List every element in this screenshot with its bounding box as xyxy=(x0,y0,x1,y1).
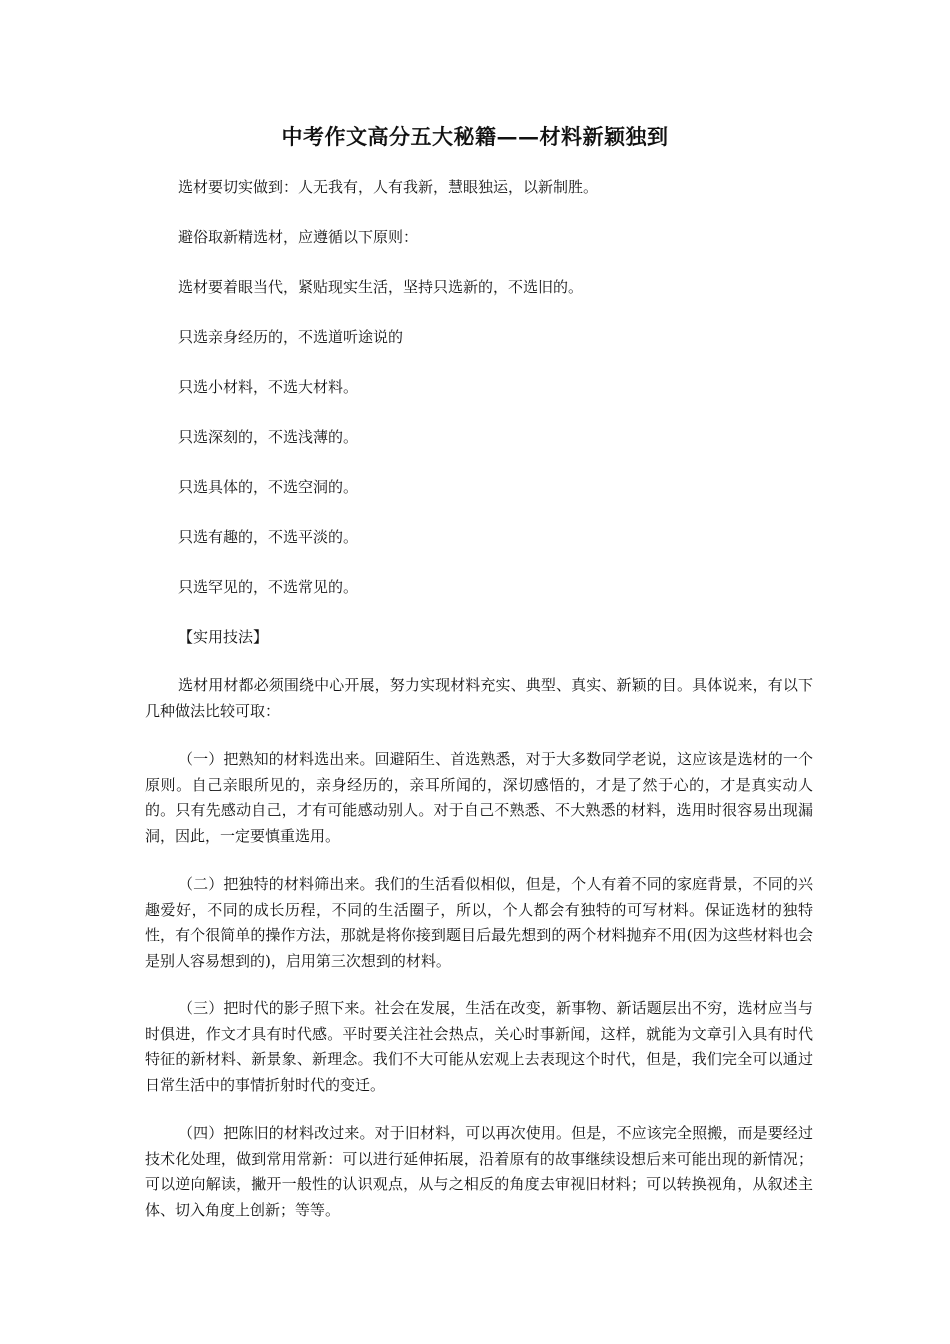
principle-line: 选材要着眼当代，紧贴现实生活，坚持只选新的，不选旧的。 xyxy=(178,278,584,296)
body-paragraph: （一）把熟知的材料选出来。回避陌生、首选熟悉，对于大多数同学老说，这应该是选材的一个原则。自己亲眼所见的，亲身经历的，亲耳所闻的，深切感悟的，才是了然于心的，才是真实动人的。只有先感动自己，才有可能感动别人。对于自己不熟悉、不大熟悉的材料，选用时很容易出现漏洞，因此，一定要慎重选用。 xyxy=(145,750,813,845)
principle-line: 只选亲身经历的，不选道听途说的 xyxy=(178,328,404,346)
principle-line: 只选小材料，不选大材料。 xyxy=(178,378,359,396)
body-paragraph: 选材用材都必须围绕中心开展，努力实现材料充实、典型、真实、新颖的目。具体说来，有以下几种做法比较可取： xyxy=(145,676,813,720)
principle-line: 只选具体的，不选空洞的。 xyxy=(178,478,359,496)
body-paragraph: （三）把时代的影子照下来。社会在发展，生活在改变，新事物、新话题层出不穷，选材应当与时俱进，作文才具有时代感。平时要关注社会热点，关心时事新闻，这样，就能为文章引入具有时代特征的新材料、新景象、新理念。我们不大可能从宏观上去表现这个时代，但是，我们完全可以通过日常生活中的事情折射时代的变迁。 xyxy=(145,999,813,1094)
principle-line: 只选深刻的，不选浅薄的。 xyxy=(178,428,359,446)
principle-line: 只选罕见的，不选常见的。 xyxy=(178,578,359,596)
principle-line: 选材要切实做到：人无我有，人有我新，慧眼独运，以新制胜。 xyxy=(178,178,599,196)
body-paragraph: （四）把陈旧的材料改过来。对于旧材料，可以再次使用。但是，不应该完全照搬，而是要经过技术化处理，做到常用常新：可以进行延伸拓展，沿着原有的故事继续设想后来可能出现的新情况；可以逆向解读，撇开一般性的认识观点，从与之相反的角度去审视旧材料；可以转换视角，从叙述主体、切入角度上创新；等等。 xyxy=(145,1124,813,1219)
document-title: 中考作文高分五大秘籍——材料新颖独到 xyxy=(281,124,669,149)
body-paragraph: （二）把独特的材料筛出来。我们的生活看似相似，但是，个人有着不同的家庭背景，不同的兴趣爱好，不同的成长历程，不同的生活圈子，所以，个人都会有独特的可写材料。保证选材的独特性，有个很简单的操作方法，那就是将你接到题目后最先想到的两个材料抛弃不用(因为这些材料也会是别人容易想到的)，启用第三次想到的材料。 xyxy=(145,875,813,970)
principle-line: 避俗取新精选材，应遵循以下原则： xyxy=(178,228,419,246)
principle-line: 只选有趣的，不选平淡的。 xyxy=(178,528,359,546)
section-heading: 【实用技法】 xyxy=(178,628,269,646)
